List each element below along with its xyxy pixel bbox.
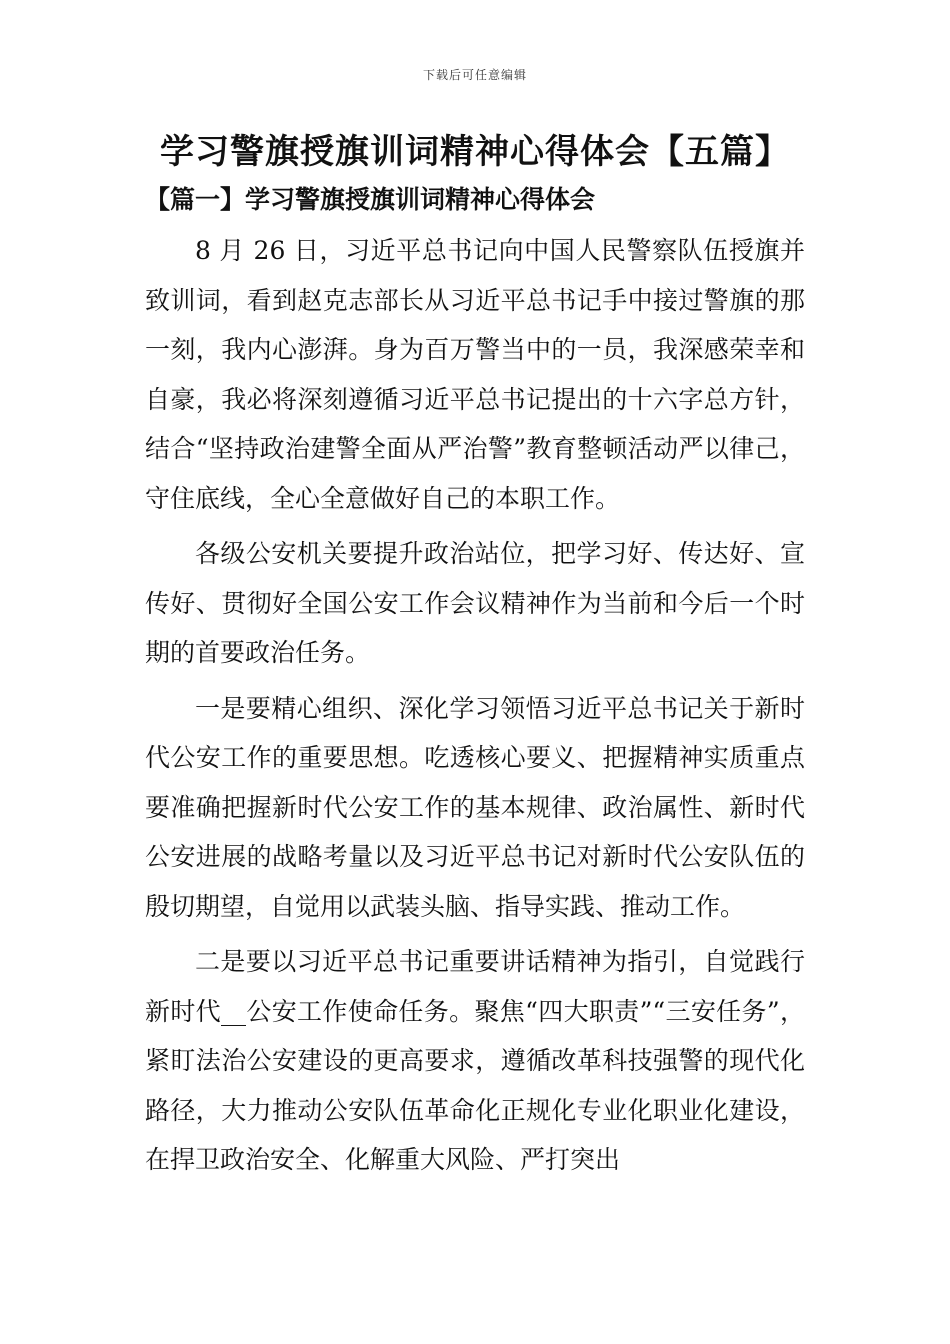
paragraph-4: 二是要以习近平总书记重要讲话精神为指引，自觉践行新时代__公安工作使命任务。聚焦“四大职责”“三安任务”，紧盯法治公安建设的更高要求，遵循改革科技强警的现代化路径，大力推动公安队伍革命化正规化专业化职业化建设，在捍卫政治安全、化解重大风险、严打突出	[145, 947, 805, 1174]
paragraph-3: 一是要精心组织、深化学习领悟习近平总书记关于新时代公安工作的重要思想。吃透核心要义、把握精神实质重点要准确把握新时代公安工作的基本规律、政治属性、新时代公安进展的战略考量以及习近平总书记对新时代公安队伍的殷切期望，自觉用以武装头脑、指导实践、推动工作。	[145, 693, 805, 921]
paragraph-1: 8 月 26 日，习近平总书记向中国人民警察队伍授旗并致训词，看到赵克志部长从习近平总书记手中接过警旗的那一刻，我内心澎湃。身为百万警当中的一员，我深感荣幸和自豪，我必将深刻遵循习近平总书记提出的十六字总方针，结合“坚持政治建警全面从严治警”教育整顿活动严以律己，守住底线，全心全意做好自己的本职工作。	[145, 236, 805, 513]
header-note: 下载后可任意编辑	[422, 68, 527, 82]
document-body	[145, 226, 805, 1191]
paragraph-2: 各级公安机关要提升政治站位，把学习好、传达好、宣传好、贯彻好全国公安工作会议精神作为当前和今后一个时期的首要政治任务。	[145, 539, 805, 667]
section-heading: 【篇一】学习警旗授旗训词精神心得体会	[145, 185, 596, 214]
document-title: 学习警旗授旗训词精神心得体会【五篇】	[160, 132, 790, 172]
